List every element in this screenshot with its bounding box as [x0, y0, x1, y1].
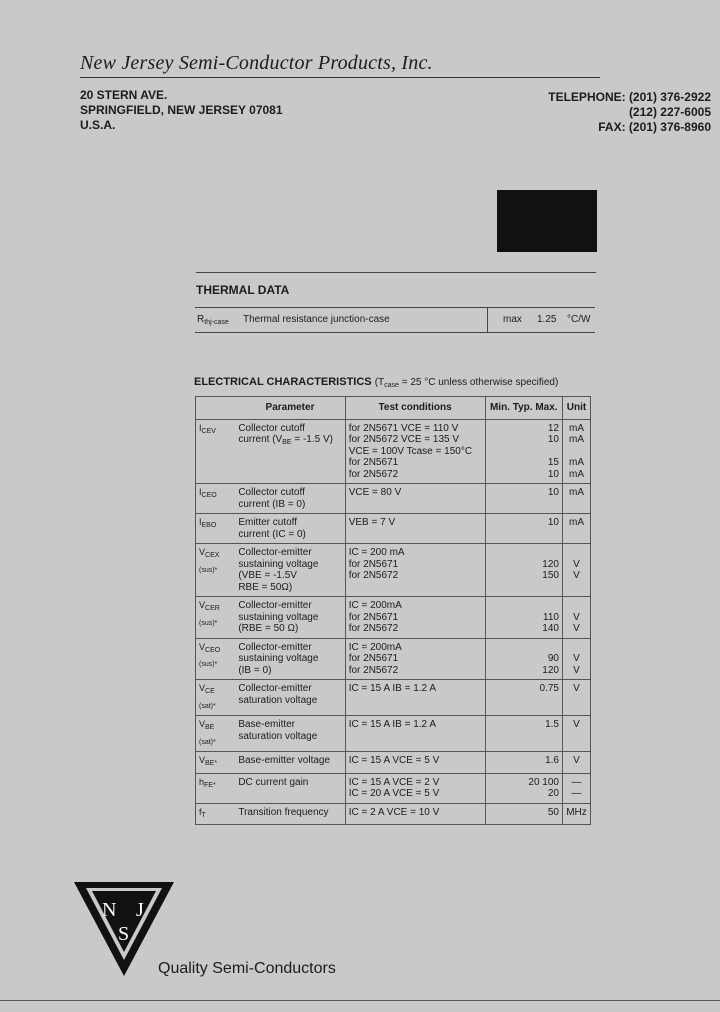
row-unit [562, 514, 590, 544]
electrical-table [195, 396, 591, 825]
cell-line: IC = 2 A VCE = 10 V [348, 806, 440, 818]
cell-line: V [573, 570, 580, 581]
cell-line: VEB = 7 V [348, 517, 396, 528]
cell-line: 20 100 [528, 776, 559, 788]
cell-line [489, 547, 559, 559]
cell-line: IC = 200 mA [348, 547, 405, 558]
row-conditions [345, 638, 485, 680]
cell-line: for 2N5671 [348, 457, 399, 468]
cell-line: 150 [542, 570, 559, 581]
cell-line: 140 [542, 623, 559, 634]
cell-line: V [573, 623, 580, 634]
address-line: SPRINGFIELD, NEW JERSEY 07081 [80, 103, 283, 117]
cell-line: for 2N5671 [348, 611, 399, 623]
row-symbol: $f_T$ [196, 803, 236, 825]
cell-line: 10 [547, 517, 559, 528]
cell-line: mA [568, 487, 584, 498]
address-line: 20 STERN AVE. [80, 88, 168, 102]
fax-line: FAX: (201) 376-8960 [598, 120, 711, 134]
row-symbol: $I_{CEO}$ [196, 484, 236, 514]
company-address [80, 88, 283, 133]
cell-line: Base-emitter [238, 719, 296, 730]
cell-line: 120 [542, 558, 559, 570]
row-conditions [345, 716, 485, 752]
cell-line: 10 [547, 468, 559, 480]
cell-line: sustaining voltage [238, 611, 319, 623]
cell-line: Transition frequency [238, 806, 329, 818]
row-parameter [235, 773, 345, 803]
row-values [485, 419, 562, 484]
cell-line: — [571, 788, 582, 799]
cell-line: IC = 20 A VCE = 5 V [348, 788, 440, 799]
row-parameter [235, 803, 345, 825]
divider [196, 272, 596, 273]
row-unit [562, 597, 590, 639]
table-row [196, 680, 591, 716]
cell-line: current (IB = 0) [238, 498, 306, 510]
row-values [485, 680, 562, 716]
logo-letter: S [118, 923, 130, 945]
cell-line: VCE = 100V Tcase = 150°C [348, 445, 473, 457]
logo-letter: J [136, 899, 144, 921]
cell-line: IC = 200mA [348, 641, 402, 653]
electrical-title-text: ELECTRICAL CHARACTERISTICS [194, 376, 372, 388]
cell-line [566, 642, 587, 654]
cell-line [489, 642, 559, 654]
cell-line: for 2N5672 [348, 570, 399, 581]
cell-line: V [573, 558, 580, 570]
cell-line: mA [568, 517, 584, 528]
cell-line: for 2N5672 [348, 468, 399, 480]
cell-line: mA [568, 468, 584, 480]
row-conditions [345, 514, 485, 544]
cell-line [566, 446, 587, 458]
cell-line: mA [568, 434, 584, 445]
table-header-row [196, 397, 591, 420]
row-values [485, 716, 562, 752]
row-parameter [235, 484, 345, 514]
row-conditions [345, 803, 485, 825]
row-parameter [235, 638, 345, 680]
cell-line: mA [568, 457, 584, 468]
row-symbol: $V_{CE (sat)*}$ [196, 680, 236, 716]
cell-line: IC = 200mA [348, 600, 402, 611]
table-row [196, 638, 591, 680]
row-parameter [235, 544, 345, 597]
cell-line: DC current gain [238, 776, 309, 788]
row-unit [562, 638, 590, 680]
row-values [485, 484, 562, 514]
cell-line: for 2N5672 VCE = 135 V [348, 434, 460, 445]
cell-line: VCE = 80 V [348, 487, 402, 498]
row-conditions [345, 544, 485, 597]
row-symbol: $V_{CEO (sus)*}$ [196, 638, 236, 680]
table-row [196, 773, 591, 803]
row-unit [562, 773, 590, 803]
row-unit [562, 680, 590, 716]
cell-line: 20 [547, 788, 559, 799]
divider [487, 308, 488, 332]
row-parameter: Collector cutoff current ($V_{BE} = -1.5$ V) [235, 419, 345, 484]
cell-line: Collector-emitter [238, 683, 312, 694]
cell-line: 12 [547, 422, 559, 434]
cell-line: Collector-emitter [238, 547, 312, 558]
row-unit [562, 544, 590, 597]
logo-letter: N [102, 899, 117, 921]
cell-line: MHz [566, 806, 587, 818]
cell-line: 10 [547, 487, 559, 498]
row-symbol: $V_{CER (sus)*}$ [196, 597, 236, 639]
header-unit: Unit [562, 397, 590, 420]
cell-line: saturation voltage [238, 694, 318, 706]
cell-line: mA [568, 422, 584, 434]
cell-line: 15 [547, 457, 559, 468]
cell-line: (IB = 0) [238, 664, 272, 676]
contact-info [548, 90, 711, 135]
telephone-line: TELEPHONE: (201) 376-2922 [548, 90, 711, 104]
row-parameter [235, 752, 345, 774]
cell-line: saturation voltage [238, 730, 318, 742]
cell-line: 1.6 [545, 755, 559, 766]
row-values [485, 773, 562, 803]
cell-line: IC = 15 A VCE = 2 V [348, 776, 440, 788]
table-row [196, 597, 591, 639]
row-values [485, 544, 562, 597]
row-parameter [235, 680, 345, 716]
header-conditions: Test conditions [345, 397, 485, 420]
thermal-symbol: $R_{thj-case}$ [197, 314, 229, 326]
row-conditions [345, 680, 485, 716]
row-conditions [345, 597, 485, 639]
row-values [485, 597, 562, 639]
address-line: U.S.A. [80, 118, 116, 132]
row-symbol: $V_{BE (sat)*}$ [196, 716, 236, 752]
row-parameter [235, 716, 345, 752]
cell-line: 120 [542, 664, 559, 676]
divider [0, 1000, 720, 1001]
cell-line: for 2N5671 [348, 558, 399, 570]
row-conditions [345, 419, 485, 484]
row-values [485, 638, 562, 680]
cell-line: IC = 15 A VCE = 5 V [348, 755, 440, 766]
cell-line [489, 600, 559, 612]
row-values [485, 752, 562, 774]
row-unit [562, 419, 590, 484]
cell-line: current (IC = 0) [238, 528, 306, 540]
cell-line: for 2N5671 VCE = 110 V [348, 422, 459, 434]
row-unit [562, 484, 590, 514]
cell-line: 0.75 [539, 683, 559, 694]
table-row [196, 803, 591, 825]
electrical-title [194, 376, 558, 389]
row-unit [562, 752, 590, 774]
thermal-description: Thermal resistance junction-case [243, 314, 390, 325]
cell-line: Collector-emitter [238, 600, 312, 611]
cell-line: RBE = 50Ω) [238, 581, 293, 593]
thermal-qualifier: max [503, 314, 522, 325]
cell-line: 10 [547, 434, 559, 445]
thermal-title: THERMAL DATA [196, 283, 290, 297]
row-parameter [235, 514, 345, 544]
cell-line: V [573, 683, 580, 694]
cell-line: 90 [547, 653, 559, 664]
cell-line: IC = 15 A IB = 1.2 A [348, 683, 436, 694]
row-symbol: $h_{FE*}$ [196, 773, 236, 803]
thermal-unit: °C/W [567, 314, 591, 325]
table-row [196, 419, 591, 484]
cell-line: Emitter cutoff [238, 517, 298, 528]
thermal-row [195, 307, 595, 333]
row-unit [562, 716, 590, 752]
cell-line: V [573, 611, 580, 623]
cell-line: V [573, 755, 580, 766]
row-values [485, 803, 562, 825]
cell-line [566, 600, 587, 612]
header-values: Min. Typ. Max. [485, 397, 562, 420]
row-symbol: $V_{BE*}$ [196, 752, 236, 774]
row-symbol: $I_{CEV}$ [196, 419, 236, 484]
row-conditions [345, 752, 485, 774]
row-unit [562, 803, 590, 825]
thermal-value: 1.25 [537, 314, 557, 325]
row-symbol: $I_{EBO}$ [196, 514, 236, 544]
cell-line: — [571, 776, 582, 788]
row-conditions [345, 773, 485, 803]
cell-line: for 2N5672 [348, 664, 399, 676]
cell-line: for 2N5672 [348, 623, 399, 634]
tagline: Quality Semi-Conductors [158, 960, 336, 977]
cell-line: 1.5 [545, 719, 559, 730]
row-conditions [345, 484, 485, 514]
cell-line: V [573, 653, 580, 664]
cell-line: sustaining voltage [238, 653, 319, 664]
table-row [196, 752, 591, 774]
cell-line: Collector cutoff [238, 487, 305, 498]
row-values [485, 514, 562, 544]
company-name: New Jersey Semi-Conductor Products, Inc. [80, 52, 600, 78]
row-parameter [235, 597, 345, 639]
redacted-block [497, 190, 597, 252]
cell-line [489, 446, 559, 458]
cell-line: (RBE = 50 Ω) [238, 623, 299, 634]
row-symbol: $V_{CEX (sus)*}$ [196, 544, 236, 597]
cell-line: V [573, 719, 580, 730]
cell-line: sustaining voltage [238, 558, 319, 570]
cell-line: 50 [547, 806, 559, 818]
electrical-condition: ($T_{case} = 25$ °C unless otherwise specified) [374, 377, 559, 389]
telephone-line: (212) 227-6005 [628, 105, 711, 119]
cell-line: (VBE = -1.5V [238, 570, 297, 581]
header-parameter: Parameter [235, 397, 345, 420]
cell-line: IC = 15 A IB = 1.2 A [348, 719, 436, 730]
cell-line: Collector-emitter [238, 641, 312, 653]
cell-line: Base-emitter voltage [238, 755, 331, 766]
table-row [196, 514, 591, 544]
table-row [196, 544, 591, 597]
cell-line [566, 547, 587, 559]
cell-line: V [573, 664, 580, 676]
cell-line: for 2N5671 [348, 653, 399, 664]
table-row [196, 716, 591, 752]
cell-line: 110 [543, 611, 559, 623]
table-row [196, 484, 591, 514]
